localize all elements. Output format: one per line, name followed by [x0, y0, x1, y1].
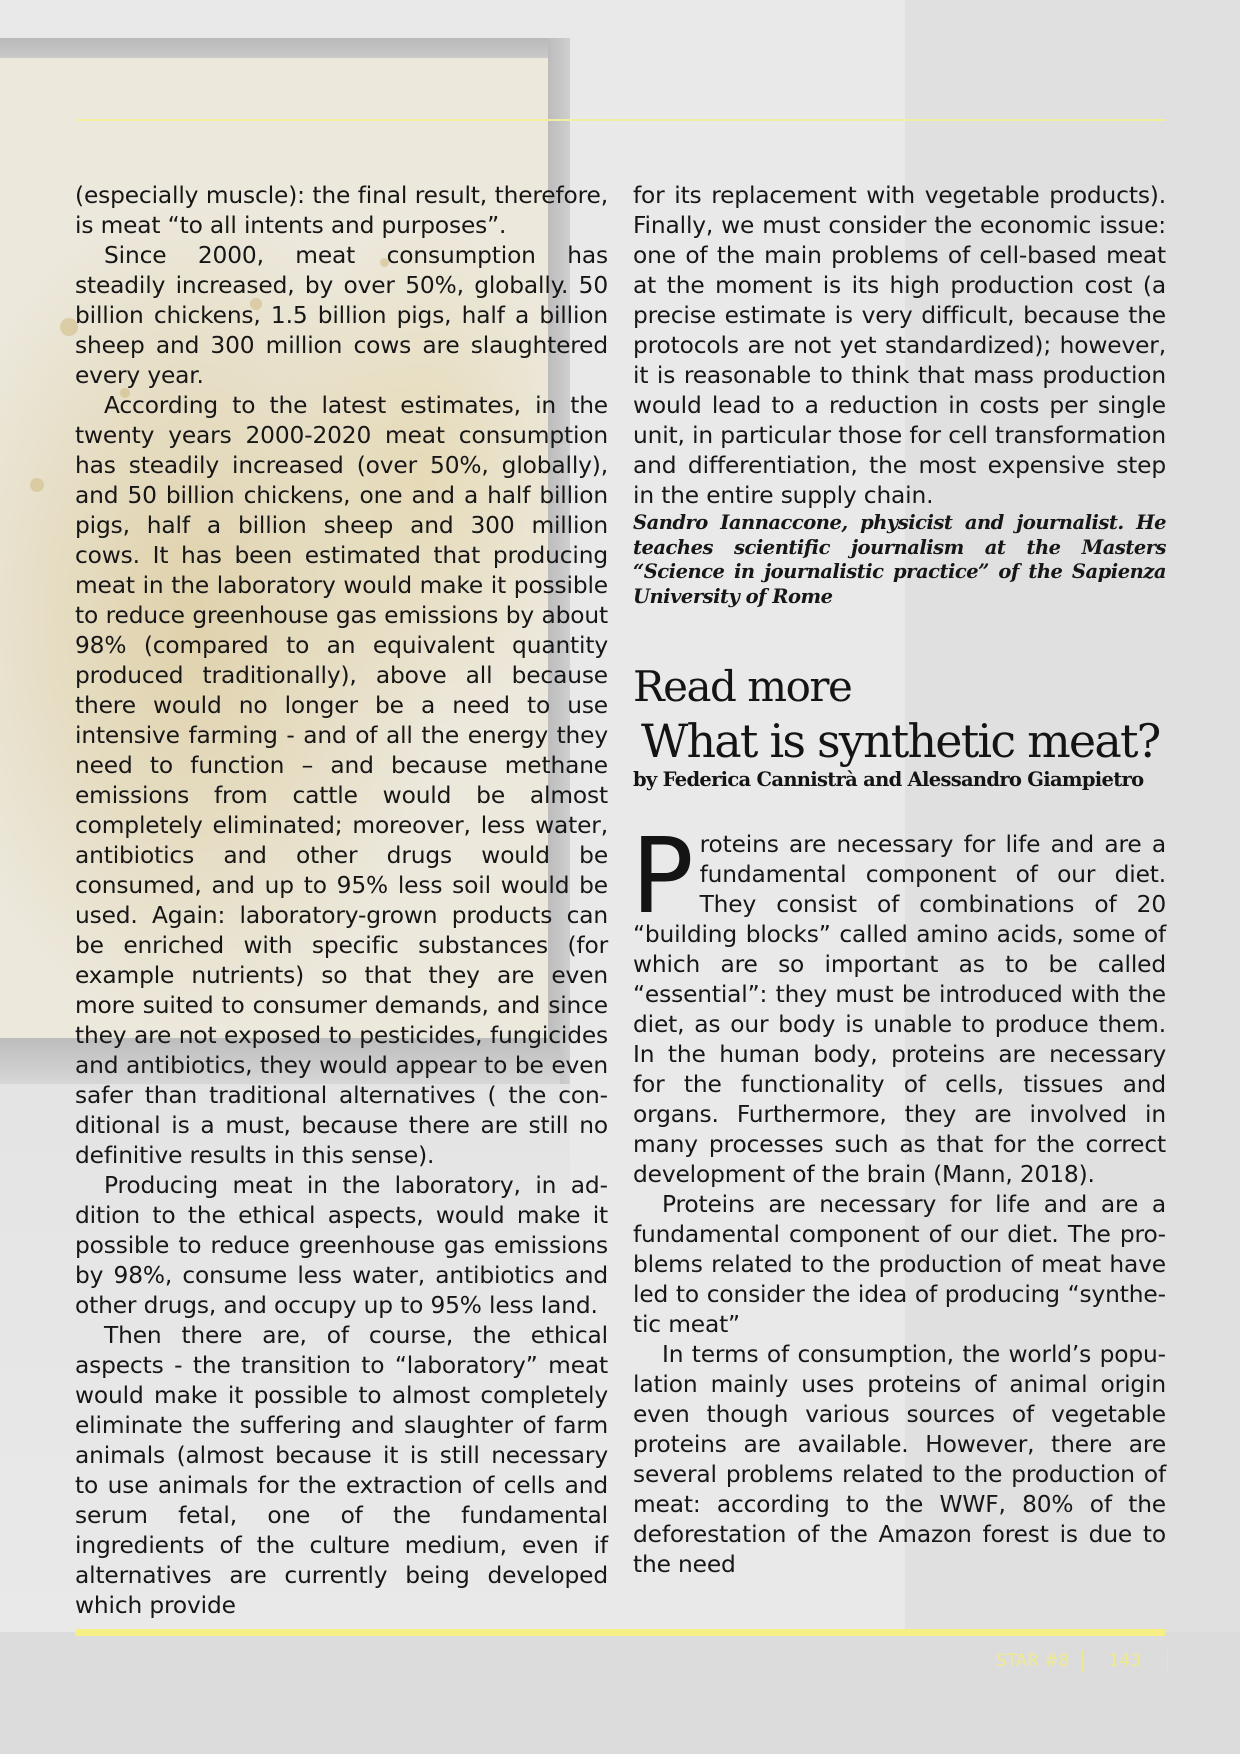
background-frame	[0, 38, 552, 58]
right-column	[633, 181, 1166, 1580]
top-rule	[75, 119, 1165, 121]
drop-cap: P	[631, 815, 694, 937]
left-column	[75, 181, 608, 1621]
folio-divider	[1167, 1650, 1168, 1672]
paragraph: Then there are, of course, the ethical aspects - the transition to “laboratory” meat would make it possible to almost completely eliminate the suffering and slaughter of farm animals (almost because it is still necessary to use animals for the extraction of cells and serum fetal, one of the fundamental ingredients of the culture medium, even if alternatives are currently being developed which provide	[75, 1322, 608, 1619]
magazine-name: STAR #8	[995, 1651, 1070, 1671]
bottom-rule	[75, 1629, 1165, 1636]
folio-divider	[1082, 1650, 1083, 1672]
paragraph: According to the latest estimates, in the twenty years 2000-2020 meat consumption has steadily increased (over 50%, globally), and 50 billion chickens, one and a half billion pigs, half a billion sheep and 300 million cows. It has been estimated that producing meat in the laboratory would make it possible to reduce greenhouse gas emissions by about 98% (compared to an equivalent quantity produced traditionally), above all because there would no longer be a need to use intensive farming - and of all the energy they need to function – and because methane emissions from cattle would be almost completely eliminated; moreover, less water, antibiotics and other drugs would be consumed, and up to 95% less soil would be used. Again: laboratory-grown products can be enriched with specific substances (for example nutrients) so that they are even more suited to consumer demands, and since they are not exposed to pesticides, fungicides and antibiotics, they would appear to be even safer than traditional alternatives ( the conditional is a must, because there are still no definitive results in this sense).	[75, 392, 608, 1169]
article-byline: by Federica Cannistrà and Alessandro Giampietro	[633, 768, 1144, 791]
author-bio: Sandro Iannaccone, physicist and journalist. He teaches scientific journalism at the Masters “Science in journalistic practice” of the Sapienza University of Rome	[633, 511, 1166, 608]
article-title: What is synthetic meat?	[641, 714, 1160, 768]
page-number: 143	[1108, 1651, 1141, 1671]
paragraph-text: roteins are necessary for life and are a fundamental component of our diet. They consist of combinations of 20 “building blocks” called amino acids, some of which are so important as to be called “essential”: they must be introduced with the diet, as our body is unable to produce them. In the human body, proteins are necessary for the functionality of cells, tissues and organs. Furthermore, they are involved in many processes such as that for the correct development of the brain (Mann, 2018).	[633, 831, 1166, 1188]
page-folio	[996, 1650, 1168, 1672]
paragraph: Since 2000, meat consumption has steadily increased, by over 50%, globally. 50 billion chickens, 1.5 billion pigs, half a billion sheep and 300 million cows are slaughtered every year.	[75, 242, 608, 389]
paragraph: In terms of consumption, the world’s population mainly uses proteins of animal origin even though various sources of vegetable proteins are available. However, there are several problems related to the production of meat: according to the WWF, 80% of the deforestation of the Amazon forest is due to the need	[633, 1341, 1166, 1578]
paragraph: Proteins are necessary for life and are a fundamental component of our diet. The problems related to the production of meat have led to consider the idea of producing “synthetic meat”	[633, 1191, 1166, 1338]
paragraph	[631, 815, 1166, 1190]
paragraph: for its replacement with vegetable products). Finally, we must consider the economic issue: one of the main problems of cell-based meat at the moment is its high production cost (a precise estimate is very difficult, because the protocols are not yet standardized); however, it is reasonable to think that mass production would lead to a reduction in costs per single unit, in particular those for cell transformation and differentiation, the most expensive step in the entire supply chain.	[633, 182, 1166, 509]
read-more-heading: Read more	[633, 662, 852, 711]
article-body	[631, 815, 1166, 1580]
paragraph: (especially muscle): the final result, therefore, is meat “to all intents and purposes”.	[75, 182, 608, 239]
paragraph: Producing meat in the laboratory, in addition to the ethical aspects, would make it possible to reduce greenhouse gas emissions by 98%, consume less water, antibiotics and other drugs, and occupy up to 95% less land.	[75, 1172, 608, 1319]
